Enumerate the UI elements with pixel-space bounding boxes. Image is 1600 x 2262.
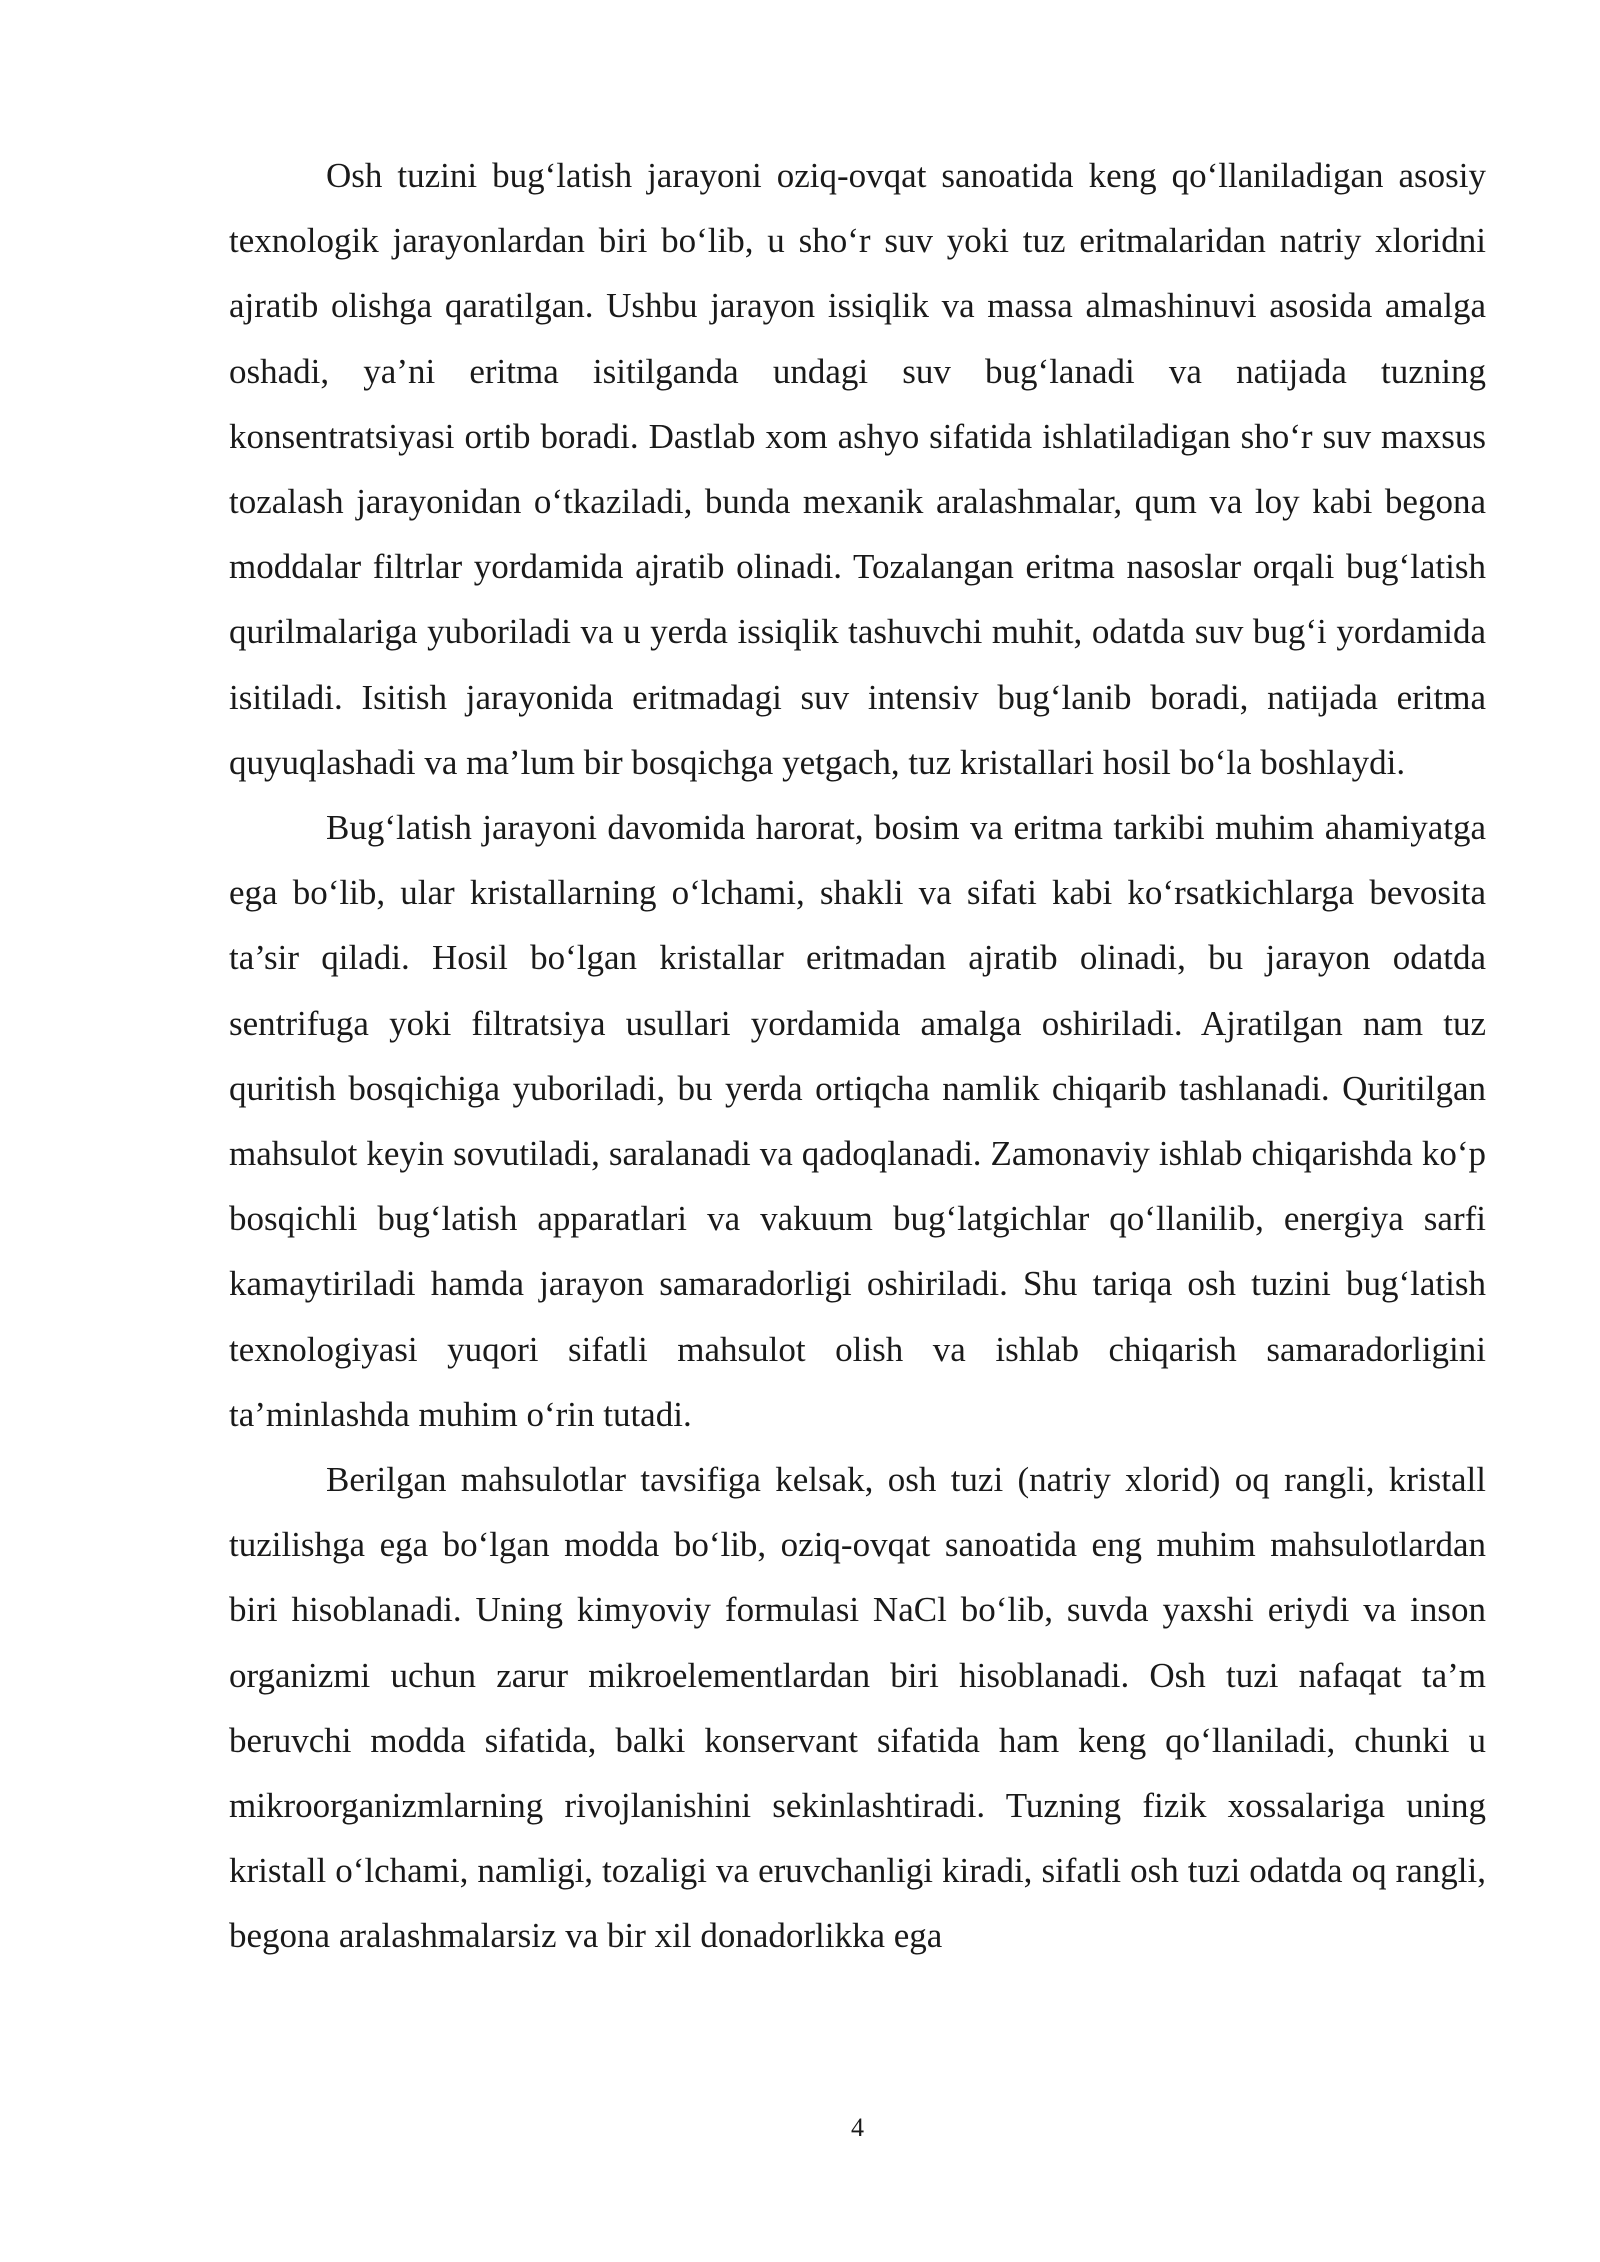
page-number: 4 [851, 2113, 864, 2142]
paragraph-product-description: Berilgan mahsulotlar tavsifiga kelsak, osh tuzi (natriy xlorid) oq rangli, kristall tuzilishga ega bo‘lgan modda bo‘lib, oziq-ovqat sanoatida eng muhim mahsulotlardan biri hisoblanadi. Uning kimyoviy formulasi NaCl bo‘lib, suvda yaxshi eriydi va inson organizmi uchun zarur mikroelementlardan biri hisoblanadi. Osh tuzi nafaqat ta’m beruvchi modda sifatida, balki konservant sifatida ham keng qo‘llaniladi, chunki u mikroorganizmlarning rivojlanishini sekinlashtiradi. Tuzning fizik xossalariga uning kristall o‘lchami, namligi, tozaligi va eruvchanligi kiradi, sifatli osh tuzi odatda oq rangli, begona aralashmalarsiz va bir xil donadorlikka ega [229, 1460, 1486, 1956]
paragraph-process-parameters: Bug‘latish jarayoni davomida harorat, bosim va eritma tarkibi muhim ahamiyatga ega bo‘lib, ular kristallarning o‘lchami, shakli va sifati kabi ko‘rsatkichlarga bevosita ta’sir qiladi. Hosil bo‘lgan kristallar eritmadan ajratib olinadi, bu jarayon odatda sentrifuga yoki filtratsiya usullari yordamida amalga oshiriladi. Ajratilgan nam tuz quritish bosqichiga yuboriladi, bu yerda ortiqcha namlik chiqarib tashlanadi. Quritilgan mahsulot keyin sovutiladi, saralanadi va qadoqlanadi. Zamonaviy ishlab chiqarishda ko‘p bosqichli bug‘latish apparatlari va vakuum bug‘latgichlar qo‘llanilib, energiya sarfi kamaytiriladi hamda jarayon samaradorligi oshiriladi. Shu tariqa osh tuzini bug‘latish texnologiyasi yuqori sifatli mahsulot olish va ishlab chiqarish samaradorligini ta’minlashda muhim o‘rin tutadi. [229, 808, 1486, 1434]
body-text [229, 143, 1486, 1969]
paragraph-evaporation-process: Osh tuzini bug‘latish jarayoni oziq-ovqat sanoatida keng qo‘llaniladigan asosiy texnologik jarayonlardan biri bo‘lib, u sho‘r suv yoki tuz eritmalaridan natriy xloridni ajratib olishga qaratilgan. Ushbu jarayon issiqlik va massa almashinuvi asosida amalga oshadi, ya’ni eritma isitilganda undagi suv bug‘lanadi va natijada tuzning konsentratsiyasi ortib boradi. Dastlab xom ashyo sifatida ishlatiladigan sho‘r suv maxsus tozalash jarayonidan o‘tkaziladi, bunda mexanik aralashmalar, qum va loy kabi begona moddalar filtrlar yordamida ajratib olinadi. Tozalangan eritma nasoslar orqali bug‘latish qurilmalariga yuboriladi va u yerda issiqlik tashuvchi muhit, odatda suv bug‘i yordamida isitiladi. Isitish jarayonida eritmadagi suv intensiv bug‘lanib boradi, natijada eritma quyuqlashadi va ma’lum bir bosqichga yetgach, tuz kristallari hosil bo‘la boshlaydi. [229, 156, 1486, 782]
